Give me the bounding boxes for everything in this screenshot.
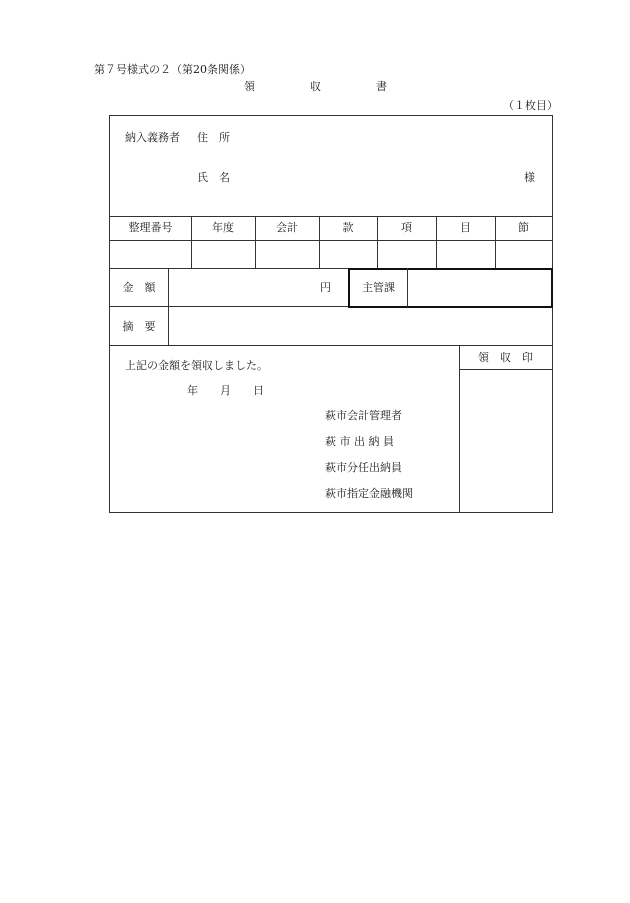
- receipt-form: [109, 115, 553, 513]
- value-nendo[interactable]: [191, 247, 255, 263]
- stamp-area[interactable]: [461, 371, 551, 511]
- divider-line: [110, 216, 552, 217]
- summary-value[interactable]: [174, 321, 544, 335]
- form-number: 第７号様式の２（第20条関係）: [94, 63, 251, 76]
- header-kan: 款: [342, 221, 354, 234]
- issuer-sub-cashier: 萩市分任出納員: [325, 461, 402, 474]
- column-line: [168, 268, 169, 345]
- header-moku: 目: [460, 221, 471, 234]
- stamp-label: 領 収 印: [478, 351, 533, 364]
- issuer-designated-bank: 萩市指定金融機関: [325, 487, 413, 500]
- divider-line: [110, 345, 552, 346]
- value-kou[interactable]: [377, 247, 436, 263]
- page-title: 領 収 書: [244, 80, 387, 93]
- value-moku[interactable]: [436, 247, 495, 263]
- honorific-sama: 様: [524, 171, 535, 184]
- yen-unit: 円: [320, 281, 331, 294]
- issuer-cashier: 萩 市 出 納 員: [325, 435, 394, 448]
- divider-line: [110, 240, 552, 241]
- dept-label: 主管課: [362, 281, 395, 294]
- dept-value[interactable]: [414, 282, 544, 296]
- header-kaikei: 会計: [276, 221, 298, 234]
- column-line: [459, 345, 460, 513]
- value-setsu[interactable]: [495, 247, 552, 263]
- issuer-accounting-manager: 萩市会計管理者: [325, 409, 402, 422]
- page-note: （１枚目）: [503, 99, 558, 112]
- header-seiri-bango: 整理番号: [128, 221, 173, 234]
- header-kou: 項: [401, 221, 412, 234]
- address-label: 住 所: [197, 131, 230, 144]
- payer-label: 納入義務者: [125, 131, 180, 144]
- summary-label: 摘 要: [122, 320, 156, 333]
- receipt-date: 年 月 日: [187, 384, 264, 397]
- receipt-statement: 上記の金額を領収しました。: [125, 359, 268, 372]
- header-setsu: 節: [518, 221, 529, 234]
- amount-value[interactable]: [174, 282, 314, 296]
- value-kaikei[interactable]: [255, 247, 319, 263]
- value-kan[interactable]: [319, 247, 377, 263]
- name-label: 氏 名: [197, 171, 230, 184]
- value-seiri-bango[interactable]: [110, 247, 191, 263]
- amount-label: 金 額: [122, 281, 156, 294]
- header-nendo: 年度: [212, 221, 234, 234]
- divider-line: [459, 369, 552, 370]
- column-line: [407, 268, 408, 307]
